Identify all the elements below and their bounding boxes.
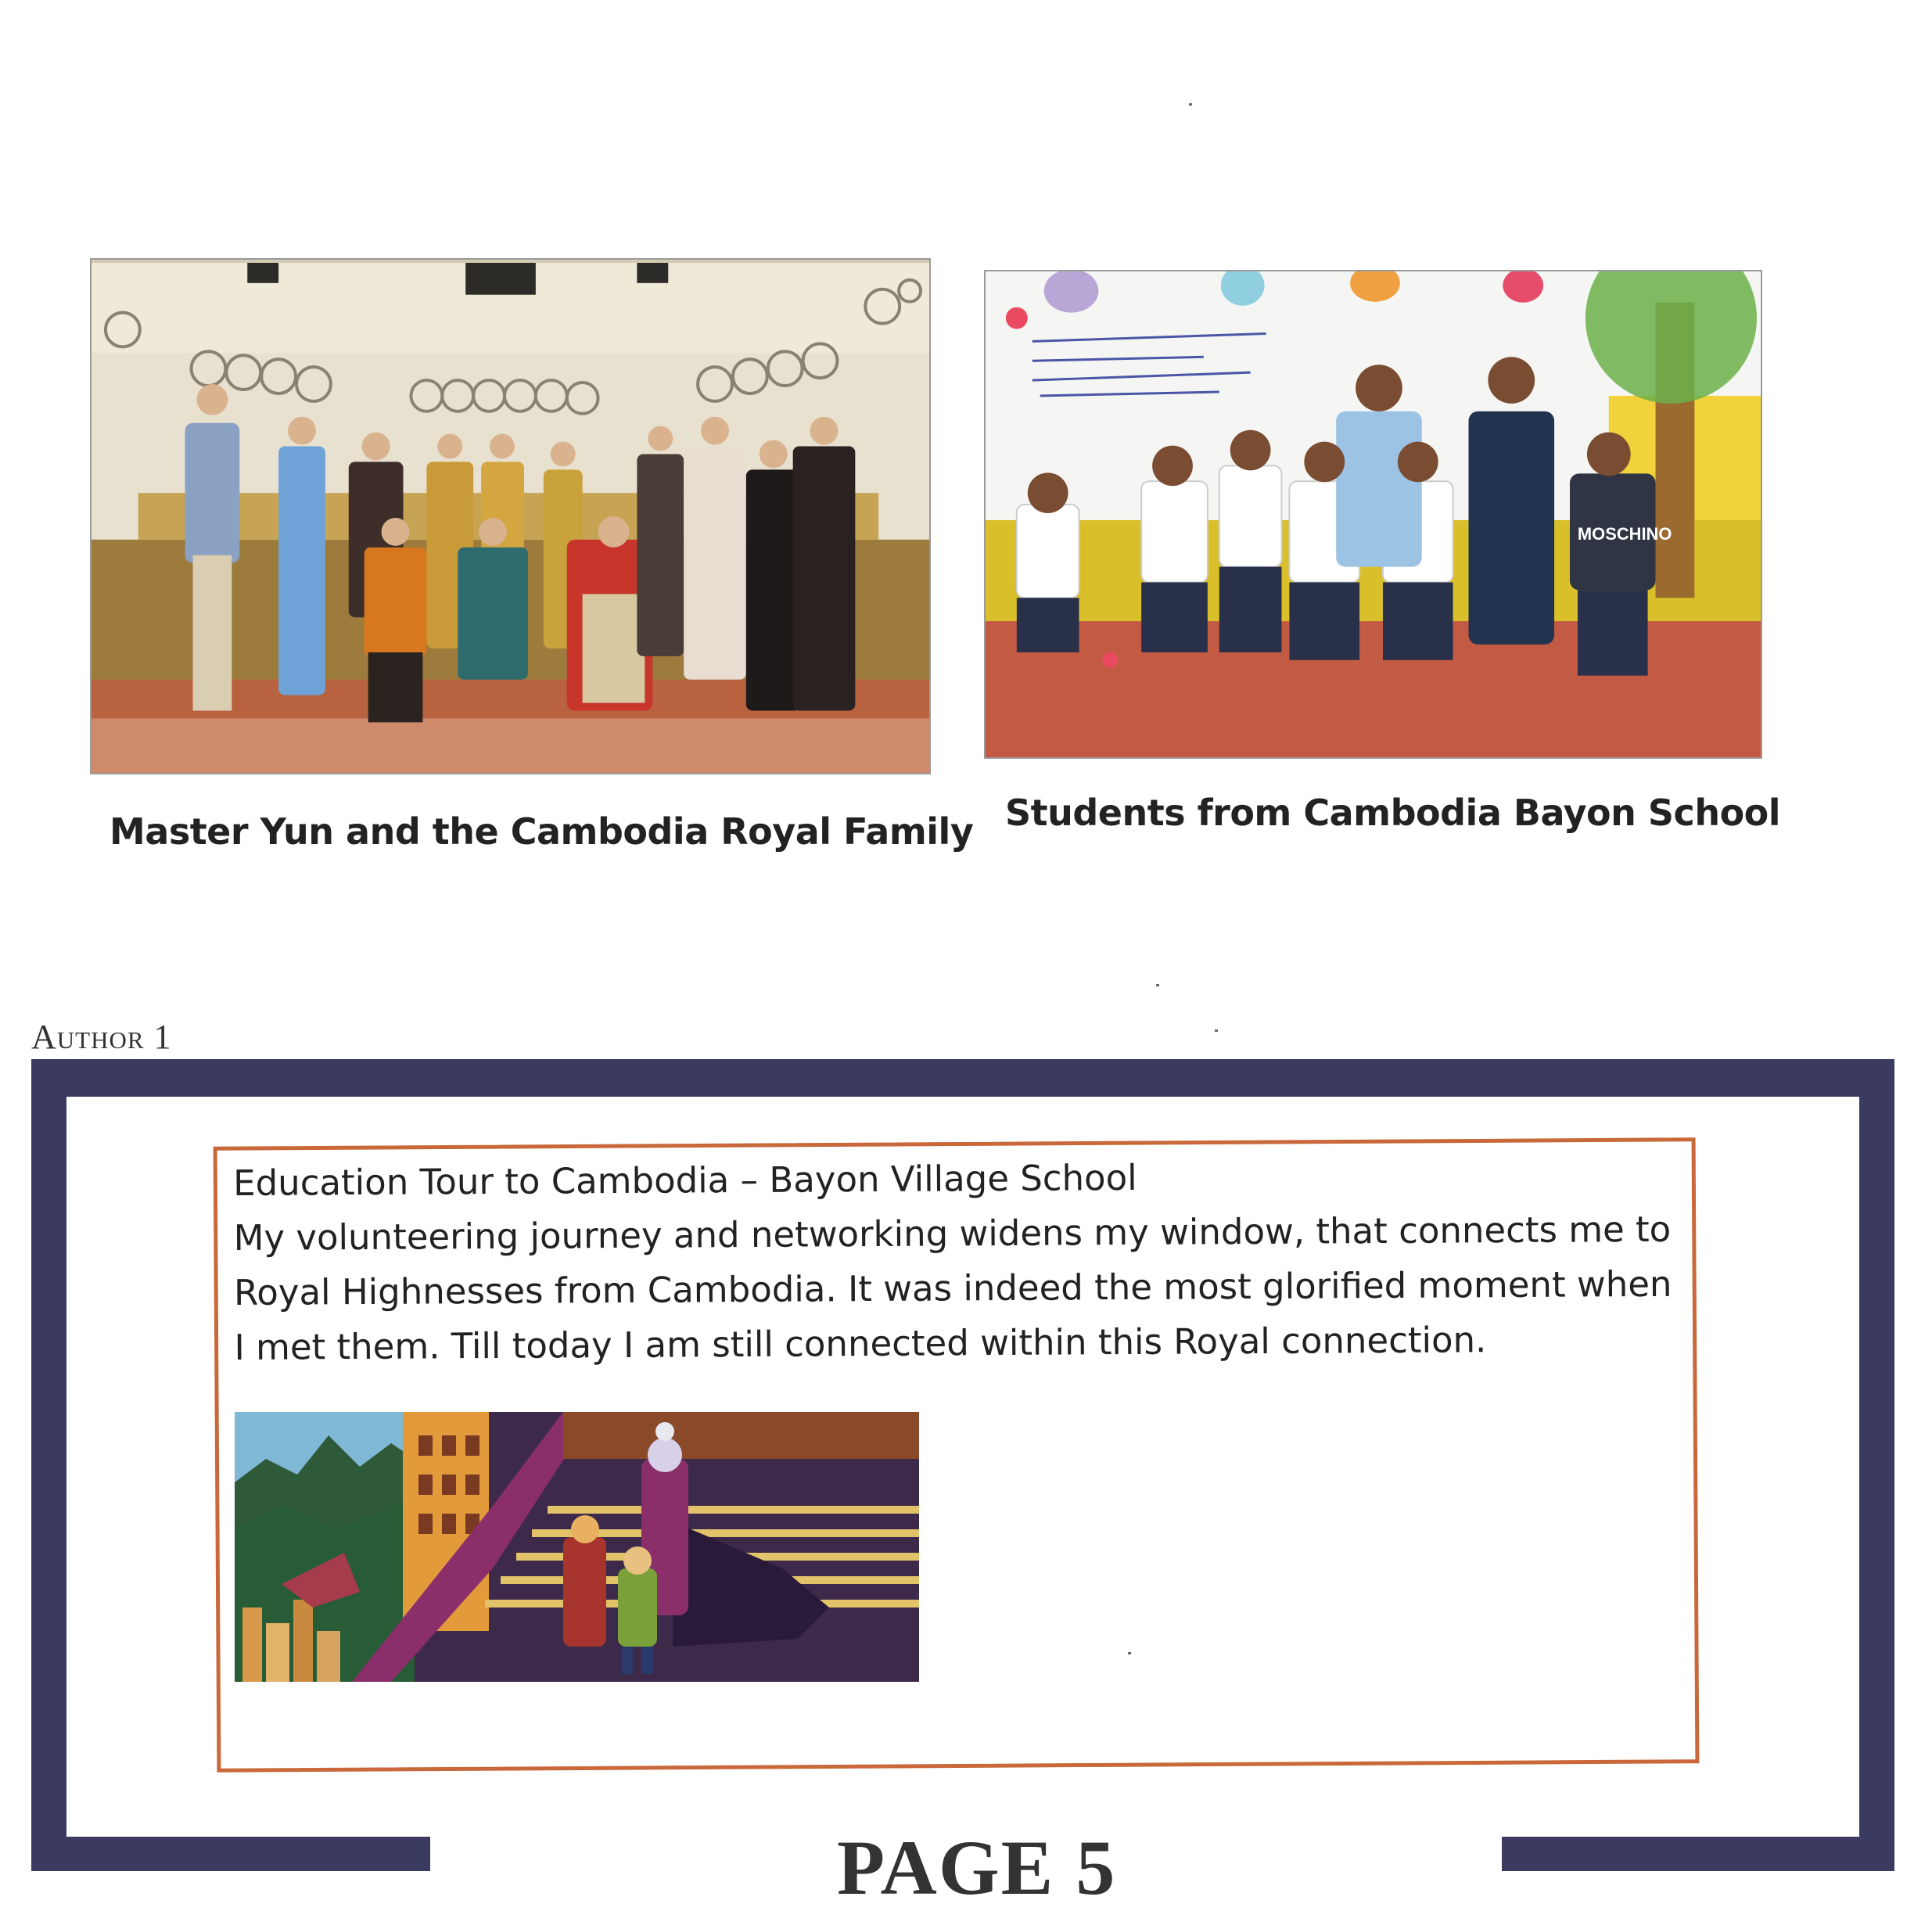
- article-title: Education Tour to Cambodia – Bayon Village School: [233, 1156, 1137, 1204]
- royal-family-photo: [90, 258, 931, 774]
- pixel-art-illustration: [235, 1412, 919, 1682]
- students-photo: [984, 270, 1762, 759]
- scan-speck: [1215, 1029, 1218, 1032]
- students-caption: Students from Cambodia Bayon School: [1005, 792, 1781, 834]
- section-label: Author 1: [31, 1018, 172, 1056]
- article-text: [233, 1148, 1690, 1375]
- frame-right: [1859, 1059, 1894, 1871]
- page-label: PAGE 5: [837, 1824, 1117, 1911]
- frame-bottom-left: [31, 1837, 430, 1871]
- scan-speck: [1189, 103, 1192, 106]
- frame-bottom-right: [1502, 1837, 1894, 1871]
- frame-left: [31, 1059, 66, 1871]
- royal-family-caption: Master Yun and the Cambodia Royal Family: [110, 810, 974, 853]
- frame-top: [31, 1059, 1894, 1097]
- article-body: My volunteering journey and networking widens my window, that connects me to Royal Highnesses from Cambodia. It was indeed the most glorified moment when I met them. Till today I am still connected within this Royal connection.: [233, 1208, 1672, 1368]
- moschino-shirt-text: MOSCHINO: [1577, 523, 1672, 544]
- scan-speck: [1156, 984, 1159, 986]
